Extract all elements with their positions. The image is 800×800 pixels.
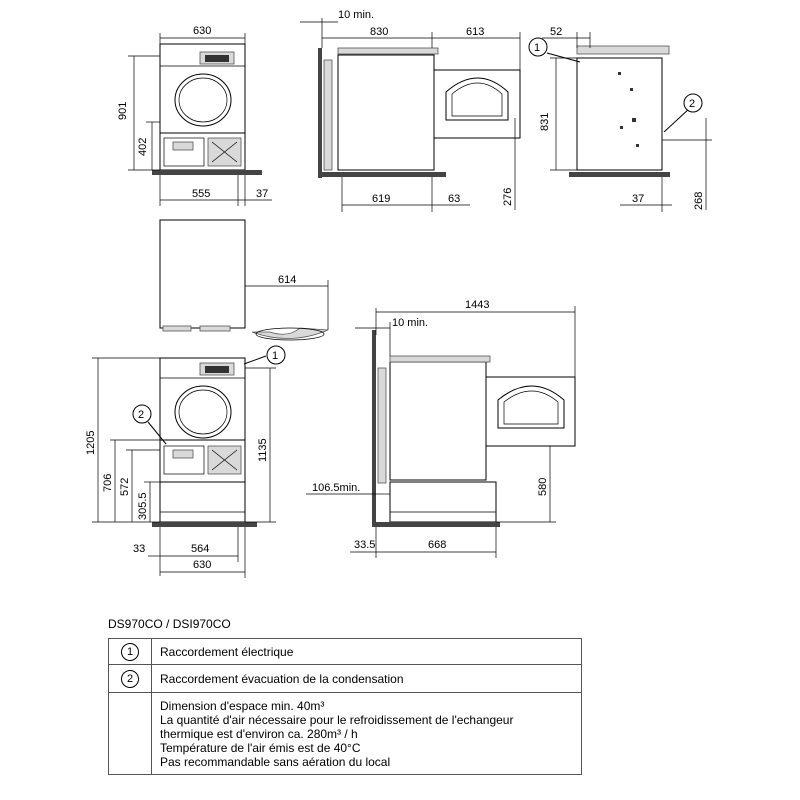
dim-rear-foot: 37 [632,193,645,205]
legend-text: Raccordement évacuation de la condensation [152,665,582,693]
dim-rear-height: 831 [539,112,551,131]
note-line: Dimension d'espace min. 40m³ [160,698,325,713]
legend-text: Raccordement électrique [152,639,582,665]
dim-side-base: 619 [372,193,391,205]
dim-side-depth: 830 [370,26,389,38]
dim-front-lower: 402 [137,137,149,156]
front-view [128,33,272,206]
legend-number-cell [109,693,152,775]
dim-side2-offset: 33.5 [354,539,376,551]
dim-front-foot: 37 [256,188,269,200]
stacked-side-view [306,306,575,558]
dim-rear-offset: 52 [550,26,563,38]
dim-side2-total: 1443 [465,299,490,311]
dim-stack-side: 33 [133,543,146,555]
dim-side2-height: 580 [537,477,549,496]
dim-top-door: 614 [278,274,297,286]
dim-side-foot: 63 [448,193,461,205]
dim-side-height-pt: 276 [502,187,514,206]
side-view [300,18,520,212]
note-line: Pas recommandable sans aération du local [160,754,391,769]
callout-2-rear: 2 [689,98,696,110]
note-line: Température de l'air émis est de 40°C [160,740,361,755]
dim-stack-width: 630 [193,559,212,571]
callout-circle: 1 [121,643,139,661]
note-line: La quantité d'air nécessaire pour le refroidissement de l'echangeur [160,712,514,727]
dim-stack-height: 1205 [85,430,97,455]
dim-side2-wall: 106.5min. [312,482,361,494]
dim-side-door: 613 [466,26,485,38]
legend-number-cell [109,665,152,693]
dim-stack-total: 1135 [257,438,269,462]
callout-circle: 2 [121,670,139,688]
dim-stack-h3: 572 [119,477,131,496]
dim-side2-depth: 668 [428,539,447,551]
legend-row [109,639,582,665]
dim-side-gap: 10 min. [338,9,375,21]
rear-view [529,32,712,212]
note-line: thermique est d'environ ca. 280m³ / h [160,726,358,741]
dim-front-height: 901 [117,101,129,120]
legend-row [109,693,582,775]
dim-front-width: 630 [193,25,212,37]
dim-stack-h2: 706 [102,473,114,492]
callout-1-rear: 1 [534,42,541,54]
dim-rear-outlet: 268 [693,191,705,210]
notes-cell [152,693,582,775]
top-view [160,220,328,340]
legend-row [109,665,582,693]
dim-side2-gap: 10 min. [392,317,429,329]
legend-number-cell [109,639,152,665]
dim-stack-base: 564 [191,543,210,555]
dim-front-base: 555 [192,188,211,200]
dim-stack-h4: 305.5 [137,492,149,520]
callout-1-stack: 1 [272,350,279,362]
legend-table [108,638,582,775]
callout-2-stack: 2 [138,409,145,421]
model-title: DS970CO / DSI970CO [108,617,231,631]
